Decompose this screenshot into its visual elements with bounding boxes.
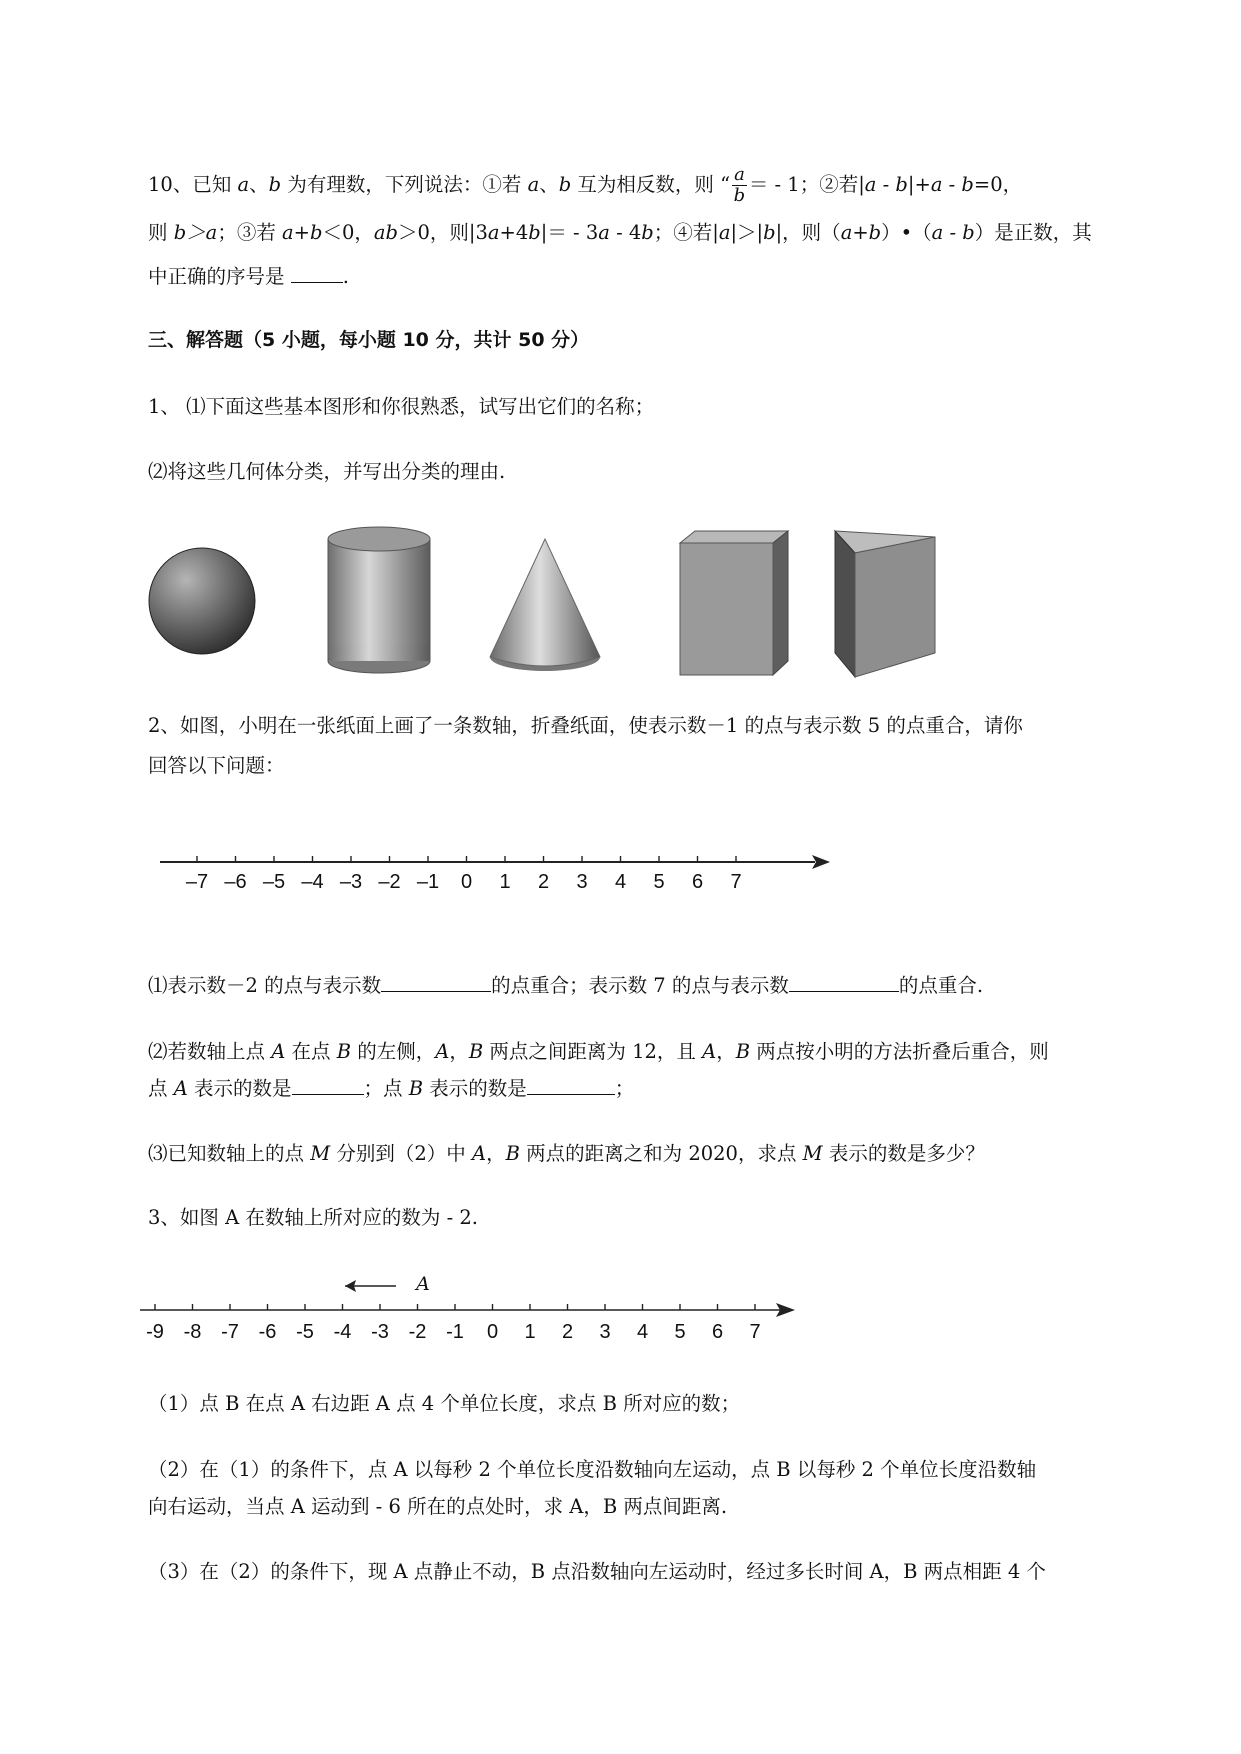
tick-label: -6 [258, 1321, 277, 1342]
sphere-shape [149, 548, 255, 654]
answer-blank[interactable] [527, 1076, 615, 1095]
tick-label: 7 [730, 871, 742, 893]
tick-label: -8 [183, 1321, 202, 1342]
expr: ab [373, 221, 398, 244]
tick-label: 0 [460, 871, 473, 893]
tick-label: –5 [262, 871, 286, 893]
text: ＞0，则|3 [398, 221, 488, 244]
text: 为有理数，下列说法：①若 [281, 173, 528, 196]
text: ； [614, 1077, 635, 1100]
tick-label: –7 [185, 871, 209, 893]
var: B [505, 1142, 520, 1165]
answer-blank[interactable] [381, 973, 491, 992]
q10-line-2 [148, 219, 1092, 247]
geometric-solids-figure [140, 525, 970, 685]
section-heading: 三、解答题（5 小题，每小题 10 分，共计 50 分） [148, 329, 590, 351]
expr: a - b [931, 221, 975, 244]
tick-label: 6 [691, 871, 704, 893]
text: ＝ - 1；②若| [748, 173, 865, 196]
var-a: a [237, 173, 250, 196]
text: 在点 [285, 1040, 337, 1063]
expr: a [598, 221, 610, 244]
text: |＞| [730, 221, 764, 244]
tick-label: 5 [674, 1321, 686, 1342]
text: 、 [539, 173, 559, 196]
tick-label: -1 [446, 1321, 464, 1342]
p3-q3-line-1: （3）在（2）的条件下，现 A 点静止不动，B 点沿数轴向左运动时，经过多长时间 A，B 两点相距 4 个 [148, 1560, 1046, 1583]
tick-label: -9 [146, 1321, 164, 1342]
text: 两点按小明的方法折叠后重合，则 [750, 1040, 1049, 1063]
text: 两点之间距离为 12，且 [483, 1040, 703, 1063]
expr: b [528, 221, 541, 244]
fraction-denominator: b [733, 185, 746, 206]
text: 点 [148, 1077, 174, 1100]
p3-q2-line-2: 向右运动，当点 A 运动到 - 6 所在的点处时，求 A，B 两点间距离. [148, 1495, 728, 1518]
var-b: b [558, 173, 572, 196]
var: M [802, 1142, 823, 1165]
answer-blank[interactable] [291, 264, 343, 283]
expr: a+b [282, 221, 323, 244]
text: . [342, 265, 349, 288]
tick-label: 3 [576, 871, 588, 893]
tick-label: 1 [499, 871, 511, 893]
var: B [408, 1077, 424, 1100]
text: ＜0， [322, 221, 374, 244]
text: 两点的距离之和为 2020，求点 [519, 1142, 803, 1165]
text: 分别到（2）中 [330, 1142, 472, 1165]
number-line-1 [150, 848, 850, 898]
var: B [468, 1040, 484, 1063]
p3-line-1: 3、如图 A 在数轴上所对应的数为 - 2. [148, 1206, 478, 1229]
p2-q3 [148, 1140, 985, 1168]
tick-label: 4 [636, 1321, 649, 1342]
tick-label: 4 [614, 871, 627, 893]
p2-q2-line-2 [148, 1075, 634, 1103]
cuboid-shape [680, 531, 788, 675]
text: 表示的数是多少？ [822, 1142, 985, 1165]
p3-q2-line-1: （2）在（1）的条件下，点 A 以每秒 2 个单位长度沿数轴向左运动，点 B 以每秒 2 个单位长度沿数轴 [148, 1458, 1037, 1481]
text: ⑶已知数轴上的点 [148, 1142, 311, 1165]
text: ；③若 [217, 221, 283, 244]
text: 的点重合；表示数 7 的点与表示数 [491, 974, 789, 997]
text: 中正确的序号是 [148, 265, 291, 288]
tick-label: -2 [408, 1321, 427, 1342]
text: 的左侧， [351, 1040, 436, 1063]
text: ⑵若数轴上点 [148, 1040, 272, 1063]
expr: a [718, 221, 731, 244]
cone-shape [490, 539, 600, 671]
text: ， [486, 1142, 506, 1165]
answer-blank[interactable] [789, 973, 899, 992]
text: |+ [907, 173, 931, 196]
var: A [173, 1077, 188, 1100]
var-b: b [268, 173, 282, 196]
p1-line-1: 1、 ⑴下面这些基本图形和你很熟悉，试写出它们的名称； [148, 395, 655, 418]
expr: a [487, 221, 500, 244]
text: 表示的数是 [423, 1077, 527, 1100]
var: A [471, 1142, 487, 1165]
text: 的点重合. [898, 974, 984, 997]
tick-label: 2 [561, 1321, 574, 1342]
tick-label: –1 [416, 871, 440, 893]
tick-label: 5 [653, 871, 665, 893]
q10-line-3 [148, 263, 349, 291]
text: ；点 [363, 1077, 409, 1100]
p1-line-2: ⑵将这些几何体分类，并写出分类的理由. [148, 460, 506, 483]
cylinder-shape [328, 527, 430, 673]
text: 、 [249, 173, 269, 196]
text: |＝ - 3 [540, 221, 599, 244]
var: B [336, 1040, 352, 1063]
tick-label: 3 [599, 1321, 611, 1342]
tick-label: 7 [749, 1321, 761, 1342]
tick-label: –6 [224, 871, 247, 893]
text: ）是正数，其 [974, 221, 1092, 244]
text: - 4 [609, 221, 642, 244]
text: |，则（ [775, 221, 841, 244]
var-a: a [527, 173, 540, 196]
tick-label: -3 [371, 1321, 389, 1342]
tick-label: -4 [333, 1321, 352, 1342]
p2-line-2: 回答以下问题： [148, 754, 285, 777]
tick-label: -5 [296, 1321, 314, 1342]
var: A [271, 1040, 286, 1063]
tick-label: -7 [221, 1321, 239, 1342]
var: A [435, 1040, 450, 1063]
tick-label: –2 [378, 871, 401, 893]
expr: b [763, 221, 776, 244]
tick-label: 0 [486, 1321, 499, 1342]
text: ⑴表示数－2 的点与表示数 [148, 974, 382, 997]
text: ）•（ [881, 221, 932, 244]
expr: a - b [930, 173, 974, 196]
var: M [310, 1142, 331, 1165]
q10-line-1 [148, 166, 1022, 205]
expr: a - b [864, 173, 908, 196]
p2-q2-line-1 [148, 1038, 1049, 1066]
var: B [735, 1040, 751, 1063]
text: ；④若| [653, 221, 719, 244]
p2-q1 [148, 972, 983, 1000]
text: =0， [973, 173, 1023, 196]
text: 表示的数是 [187, 1077, 292, 1100]
expr: a+b [840, 221, 882, 244]
text: ， [449, 1040, 469, 1063]
answer-blank[interactable] [292, 1076, 364, 1095]
triangular-prism-shape [835, 531, 935, 677]
tick-label: 2 [537, 871, 550, 893]
text: 则 [148, 221, 174, 244]
tick-label: 6 [711, 1321, 724, 1342]
p2-line-1: 2、如图，小明在一张纸面上画了一条数轴，折叠纸面，使表示数－1 的点与表示数 5 的点重合，请你 [148, 714, 1023, 737]
text: 10、已知 [148, 173, 238, 196]
text: 互为相反数，则 “ [571, 173, 731, 196]
expr: b＞a [173, 221, 218, 244]
var: A [702, 1040, 717, 1063]
tick-label: –4 [301, 871, 324, 893]
expr: b [641, 221, 654, 244]
p3-q1: （1）点 B 在点 A 右边距 A 点 4 个单位长度，求点 B 所对应的数； [148, 1392, 741, 1415]
number-line-2 [140, 1272, 800, 1342]
tick-label: –3 [339, 871, 363, 893]
fraction-numerator: a [734, 164, 745, 185]
text: ， [716, 1040, 736, 1063]
fraction-a-over-b [732, 166, 747, 205]
tick-label: 1 [524, 1321, 536, 1342]
text: +4 [499, 221, 529, 244]
point-a-label: A [416, 1273, 430, 1295]
